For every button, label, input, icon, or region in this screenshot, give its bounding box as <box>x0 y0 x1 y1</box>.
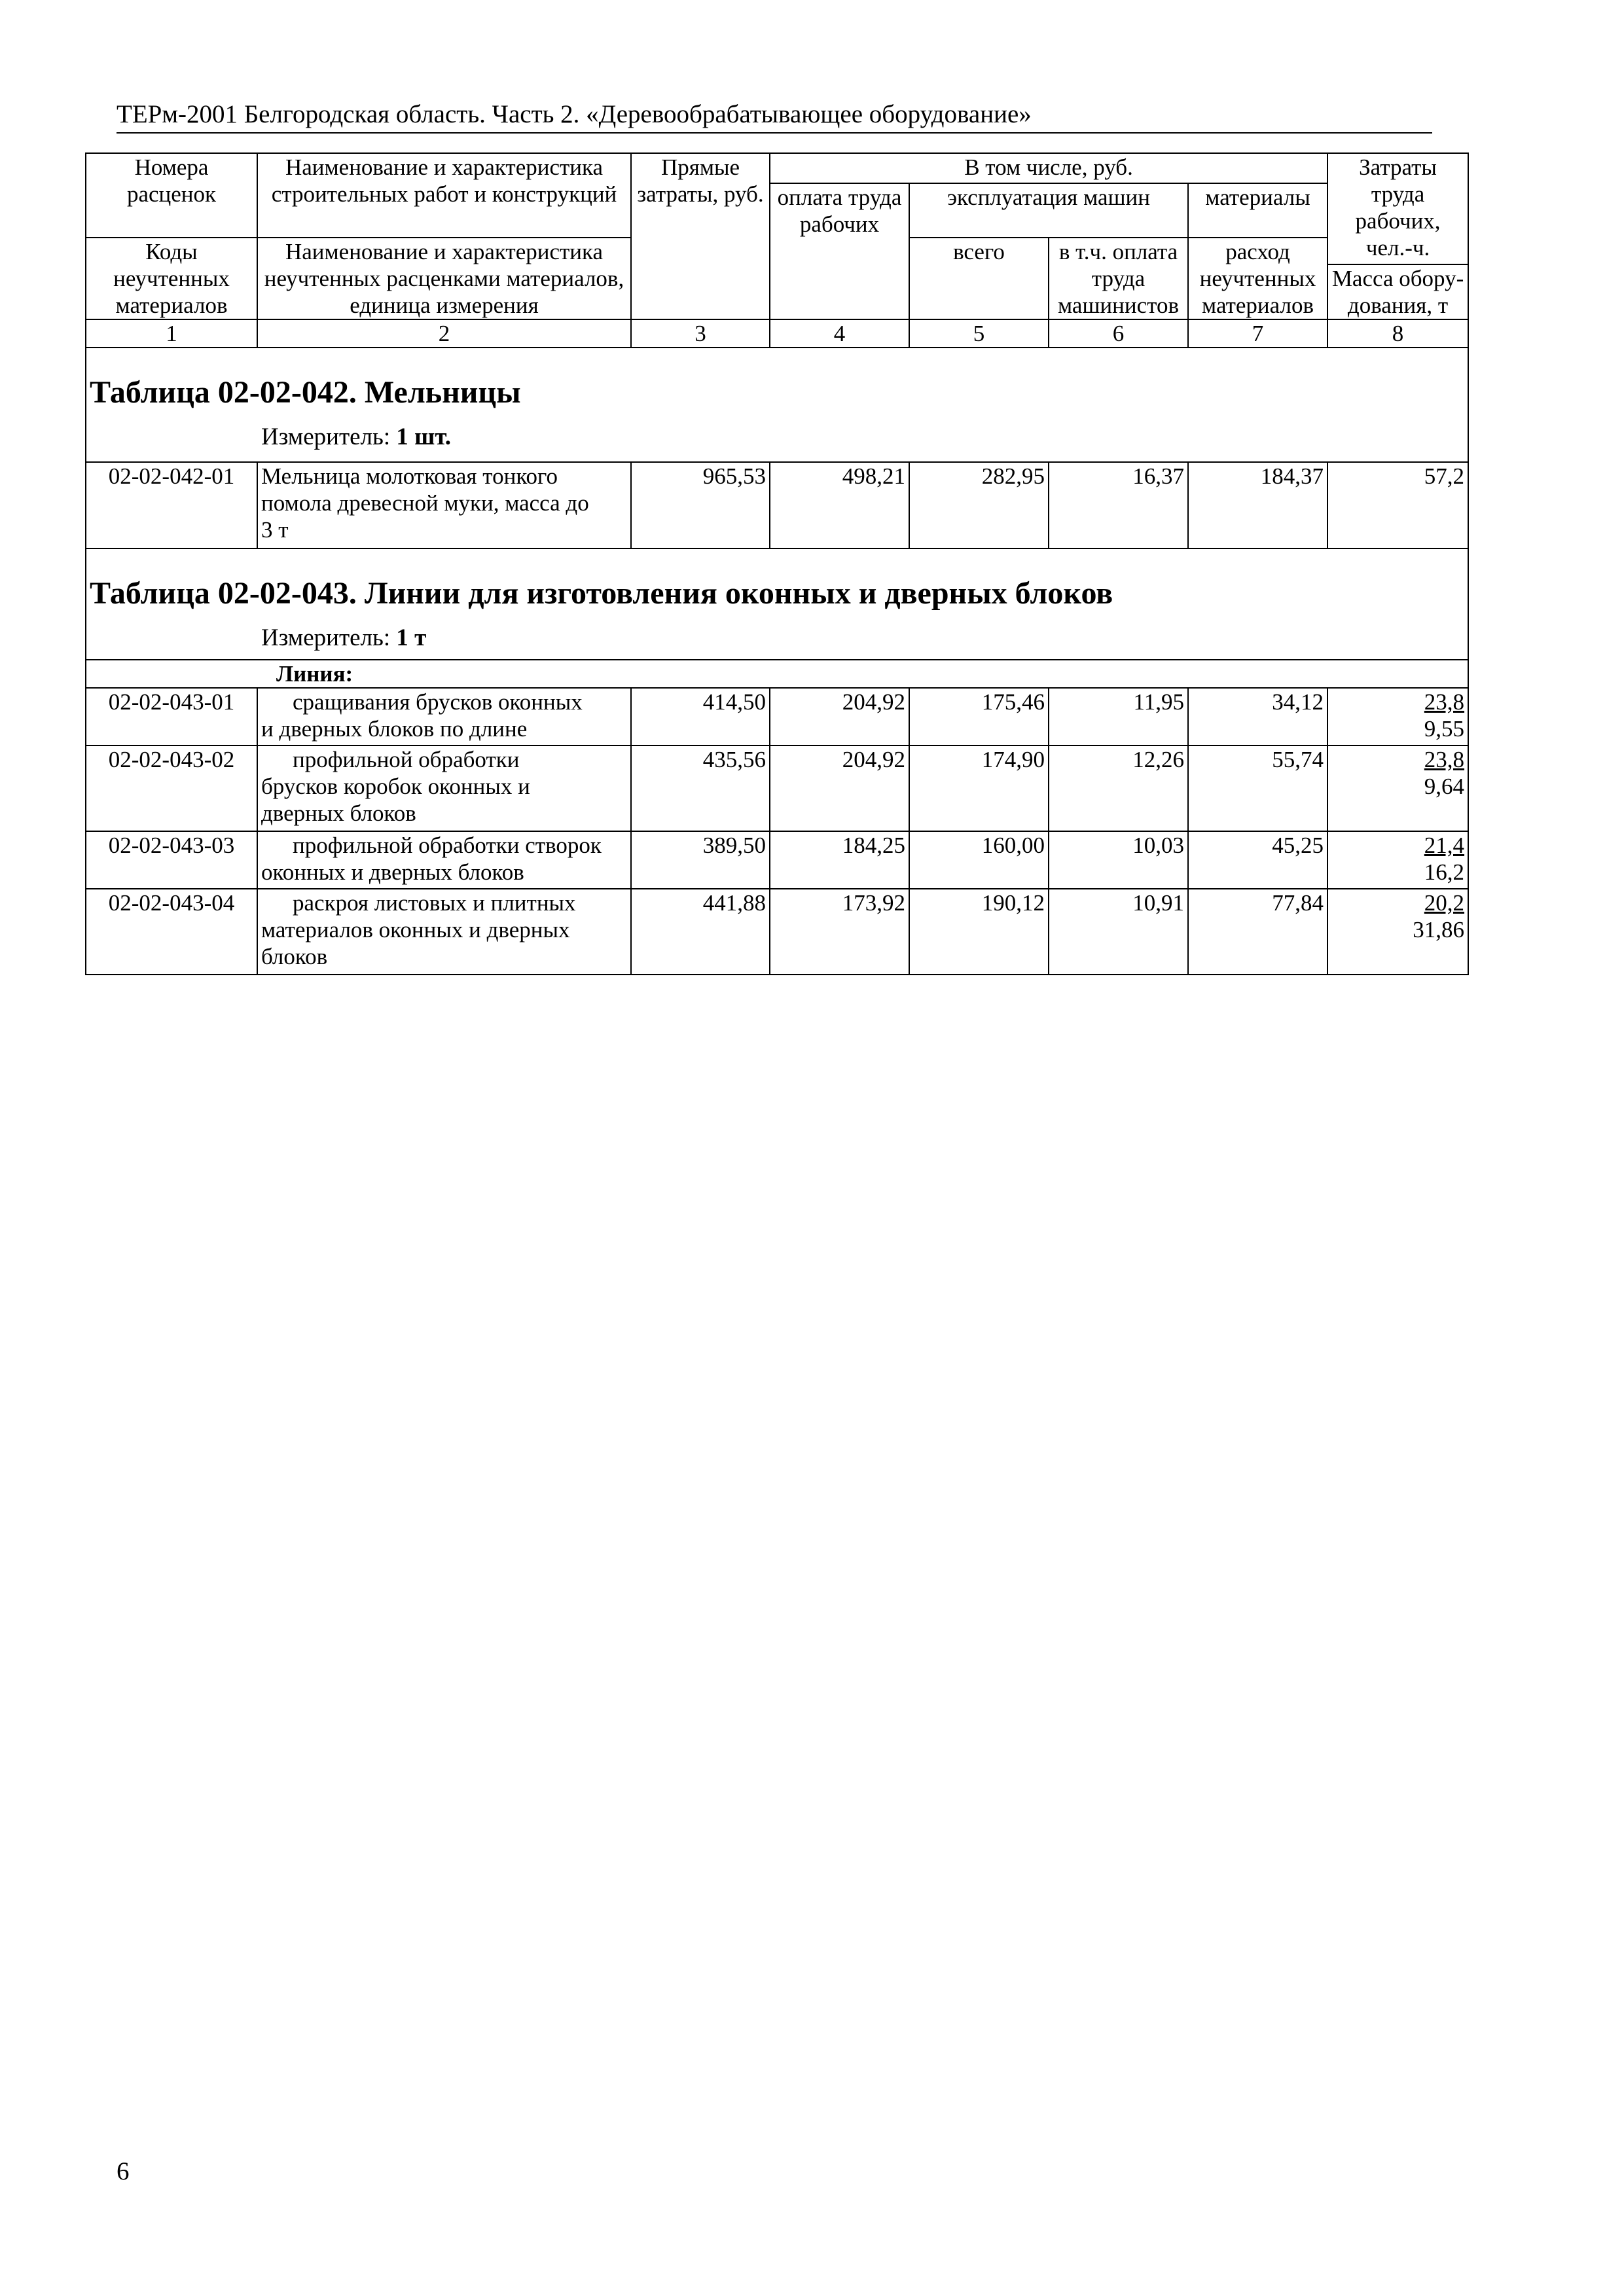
materials-cost: 184,37 <box>1188 462 1327 548</box>
materials-cost: 34,12 <box>1188 688 1327 745</box>
labor-hours <box>1327 745 1468 831</box>
materials-cost: 55,74 <box>1188 745 1327 831</box>
equipment-mass: 16,2 <box>1424 859 1465 885</box>
labor-hours <box>1327 462 1468 548</box>
table-row <box>86 688 1468 745</box>
col6-header: в т.ч. оплата труда машинистов <box>1049 238 1188 319</box>
measure-label: Измеритель: <box>261 624 391 651</box>
materials-cost: 45,25 <box>1188 831 1327 889</box>
measure-line <box>90 624 1464 653</box>
labor-hours <box>1327 831 1468 889</box>
rate-name <box>257 889 631 975</box>
col3-header: Прямые затраты, руб. <box>631 153 770 319</box>
direct-cost: 389,50 <box>631 831 770 889</box>
name-line: помола древесной муки, масса до <box>261 490 589 516</box>
column-number: 7 <box>1188 319 1327 348</box>
name-line: материалов оконных и дверных <box>261 917 570 942</box>
materials-cost: 77,84 <box>1188 889 1327 975</box>
labor-hours-value: 20,2 <box>1424 890 1465 916</box>
direct-cost: 414,50 <box>631 688 770 745</box>
name-line: профильной обработки створок <box>293 833 602 858</box>
group-label: Линия: <box>86 660 1468 688</box>
page-header: ТЕРм-2001 Белгородская область. Часть 2. «Деревообрабатывающее оборудование» <box>117 98 1432 134</box>
equipment-mass: 31,86 <box>1413 917 1465 942</box>
rate-code: 02-02-043-04 <box>86 889 257 975</box>
machine-total: 174,90 <box>909 745 1049 831</box>
table-row <box>86 745 1468 831</box>
name-line: профильной обработки <box>293 747 520 772</box>
column-number: 5 <box>909 319 1049 348</box>
section-row <box>86 348 1468 462</box>
direct-cost: 965,53 <box>631 462 770 548</box>
column-numbers-row <box>86 319 1468 348</box>
machine-labor: 10,91 <box>1049 889 1188 975</box>
group-label-row <box>86 660 1468 688</box>
labor-cost: 204,92 <box>770 745 909 831</box>
name-line: Мельница молотковая тонкого <box>261 463 558 489</box>
machine-labor: 12,26 <box>1049 745 1188 831</box>
rate-code: 02-02-042-01 <box>86 462 257 548</box>
measure-value: 1 т <box>396 624 427 651</box>
labor-hours <box>1327 889 1468 975</box>
col8-top-header: Затраты труда рабочих, чел.-ч. <box>1327 153 1468 264</box>
machine-labor: 11,95 <box>1049 688 1188 745</box>
machine-labor: 16,37 <box>1049 462 1188 548</box>
name-line: раскроя листовых и плитных <box>293 890 576 916</box>
section-title: Таблица 02-02-042. Мельницы <box>90 375 521 410</box>
direct-cost: 435,56 <box>631 745 770 831</box>
machine-total: 282,95 <box>909 462 1049 548</box>
header-row <box>86 153 1468 183</box>
machine-total: 175,46 <box>909 688 1049 745</box>
rate-name <box>257 688 631 745</box>
labor-hours-value: 23,8 <box>1424 747 1465 772</box>
equipment-mass: 9,55 <box>1424 716 1465 742</box>
name-line: брусков коробок оконных и <box>261 774 530 799</box>
rate-code: 02-02-043-03 <box>86 831 257 889</box>
rate-name <box>257 745 631 831</box>
equipment-mass: 9,64 <box>1424 774 1465 799</box>
materials-header: материалы <box>1188 183 1327 238</box>
labor-cost: 184,25 <box>770 831 909 889</box>
machine-labor: 10,03 <box>1049 831 1188 889</box>
direct-cost: 441,88 <box>631 889 770 975</box>
col1-top-header: Номера расценок <box>86 153 257 238</box>
column-number: 1 <box>86 319 257 348</box>
col2-top-header: Наименование и характеристика строительных работ и конструкций <box>257 153 631 238</box>
col1-bottom-header: Коды неучтенных материалов <box>86 238 257 319</box>
machine-total: 160,00 <box>909 831 1049 889</box>
col2-bottom-header: Наименование и характеристика неучтенных расценками материалов, единица измерения <box>257 238 631 319</box>
name-line: 3 т <box>261 517 289 543</box>
labor-cost: 498,21 <box>770 462 909 548</box>
page-number: 6 <box>117 2157 130 2185</box>
column-number: 8 <box>1327 319 1468 348</box>
col7-header: расход неучтенных материалов <box>1188 238 1327 319</box>
col5-header: всего <box>909 238 1049 319</box>
including-header: В том числе, руб. <box>770 153 1327 183</box>
measure-line <box>90 423 1464 452</box>
measure-value: 1 шт. <box>396 423 452 450</box>
column-number: 4 <box>770 319 909 348</box>
section-row <box>86 548 1468 660</box>
section-title: Таблица 02-02-043. Линии для изготовления оконных и дверных блоков <box>90 576 1113 611</box>
table-row <box>86 831 1468 889</box>
machines-header: эксплуатация машин <box>909 183 1188 238</box>
name-line: и дверных блоков по длине <box>261 716 528 742</box>
labor-hours-value: 21,4 <box>1424 833 1465 858</box>
measure-label: Измеритель: <box>261 423 391 450</box>
column-number: 3 <box>631 319 770 348</box>
rates-table <box>85 152 1469 975</box>
rate-name <box>257 462 631 548</box>
col8-bottom-header: Масса обору-дования, т <box>1327 264 1468 319</box>
name-line: оконных и дверных блоков <box>261 859 524 885</box>
rate-code: 02-02-043-01 <box>86 688 257 745</box>
machine-total: 190,12 <box>909 889 1049 975</box>
rate-code: 02-02-043-02 <box>86 745 257 831</box>
col4-header: оплата труда рабочих <box>770 183 909 319</box>
name-line: блоков <box>261 944 328 969</box>
labor-hours <box>1327 688 1468 745</box>
rate-name <box>257 831 631 889</box>
name-line: сращивания брусков оконных <box>293 689 583 715</box>
table-row <box>86 462 1468 548</box>
labor-cost: 204,92 <box>770 688 909 745</box>
column-number: 6 <box>1049 319 1188 348</box>
column-number: 2 <box>257 319 631 348</box>
labor-hours-value: 57,2 <box>1424 463 1465 489</box>
labor-cost: 173,92 <box>770 889 909 975</box>
labor-hours-value: 23,8 <box>1424 689 1465 715</box>
table-row <box>86 889 1468 975</box>
name-line: дверных блоков <box>261 800 416 826</box>
